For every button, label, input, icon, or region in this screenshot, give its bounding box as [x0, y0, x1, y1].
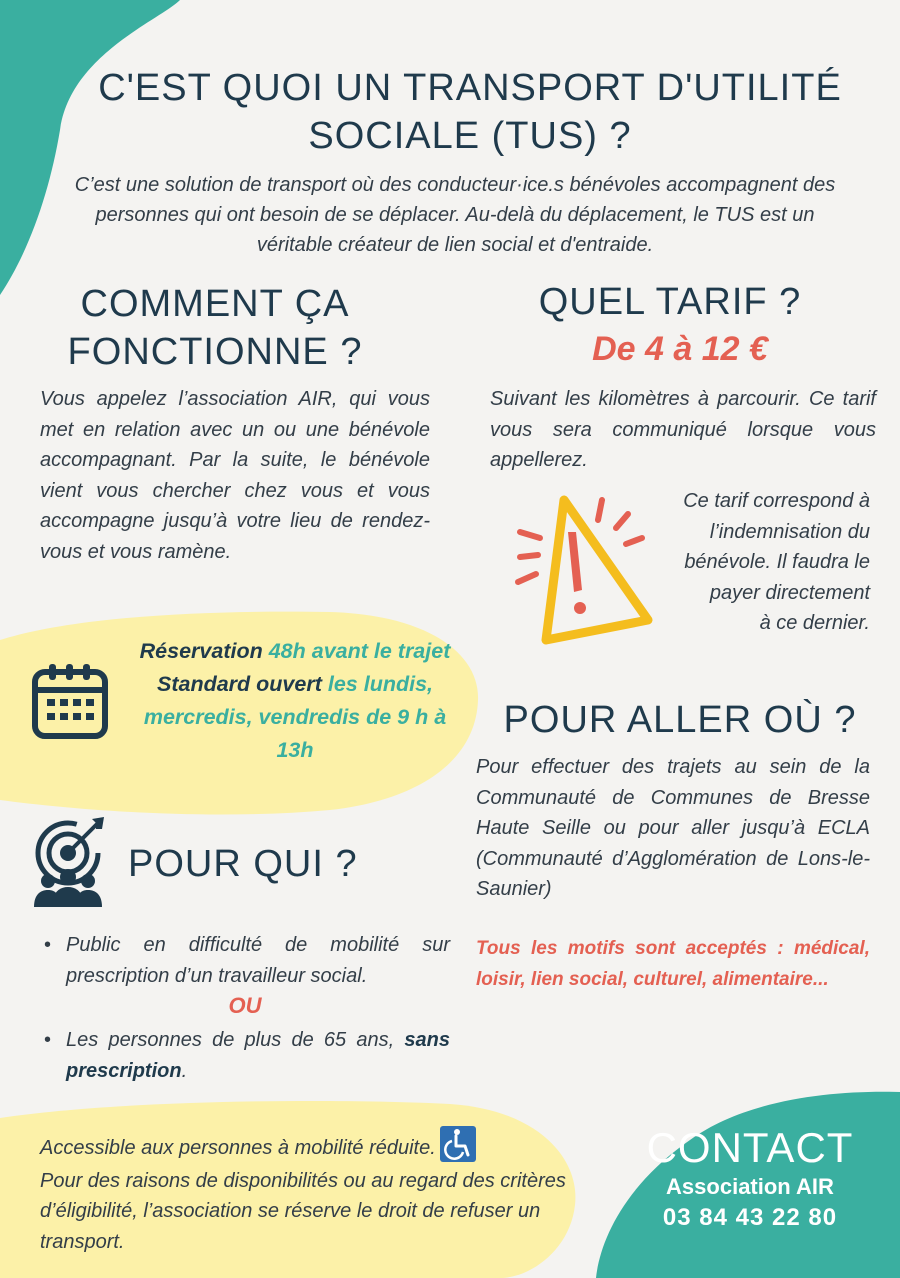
tarif-note-line: bénévole. Il faudra le — [684, 551, 870, 573]
aller-text: Pour effectuer des trajets au sein de la Communauté de Communes de Bresse Haute Seille ou pour aller jusqu’à ECLA (Communauté d’Agglomération de Lons-le-Saunier) — [476, 756, 870, 900]
standard-value: les lundis, mercredis, vendredis de 9 h à 13h — [143, 672, 447, 762]
tarif-note-line: Ce tarif correspond à — [683, 490, 870, 512]
aller-title: POUR ALLER OÙ ? — [503, 699, 857, 741]
standard-line — [125, 668, 465, 767]
reservation-value: 48h avant le trajet — [268, 639, 451, 663]
motifs-text: Tous les motifs sont acceptés : médical, loisir, lien social, culturel, alimentaire... — [476, 938, 870, 990]
contact-organization: Association AIR — [666, 1174, 834, 1199]
comment-title-line2: FONCTIONNE ? — [67, 331, 363, 373]
reservation-label: Réservation — [139, 639, 263, 663]
bullet-end: . — [181, 1059, 188, 1082]
tarif-note-line: à ce dernier. — [759, 612, 870, 634]
page-title: C'EST QUOI UN TRANSPORT D'UTILITÉ SOCIALE (TUS) ? — [98, 67, 842, 157]
bullet-dot: • — [44, 934, 52, 956]
accessible-line — [40, 1126, 570, 1164]
standard-label: Standard ouvert — [157, 672, 322, 696]
comment-title — [40, 280, 390, 376]
or-separator: OU — [228, 993, 262, 1018]
tarif-note-line: l’indemnisation du — [709, 520, 870, 543]
intro-text: C’est une solution de transport où des conducteur·ice.s bénévoles accompagnent des personnes qui ont besoin de se déplacer. Au-delà du déplacement, le TUS est un véritable créateur de lien social et d'entraide. — [74, 174, 836, 256]
bullet-text: Public en difficulté de mobilité sur prescription d’un travailleur social. — [66, 934, 450, 987]
tarif-range: De 4 à 12 € — [592, 330, 768, 368]
reservation-line — [125, 635, 465, 668]
tarif-note — [600, 486, 870, 639]
list-item — [40, 930, 450, 991]
comment-text: Vous appelez l’association AIR, qui vous met en relation avec un ou une bénévole accompagnant. Par la suite, le bénévole vient vous chercher chez vous et vous accompagne jusqu’à votre lieu de rendez-vous et vous ramène. — [40, 388, 430, 563]
contact-title: CONTACT — [646, 1124, 854, 1171]
footer-info — [40, 1126, 570, 1257]
target-people-icon — [30, 815, 110, 910]
bullet-dot: • — [44, 1029, 52, 1051]
comment-title-line1: COMMENT ÇA — [80, 283, 350, 325]
tarif-note-line: payer directement — [709, 581, 870, 604]
calendar-icon — [30, 662, 110, 740]
wheelchair-icon — [440, 1126, 476, 1162]
pour-qui-title: POUR QUI ? — [128, 843, 358, 885]
accessible-text: Accessible aux personnes à mobilité réduite. — [40, 1137, 436, 1159]
bullet-text: Les personnes de plus de 65 ans, — [66, 1029, 395, 1051]
contact-phone[interactable]: 03 84 43 22 80 — [662, 1204, 838, 1231]
disclaimer-text: Pour des raisons de disponibilités ou au regard des critères d’éligibilité, l’association se réserve le droit de refuser un transport. — [40, 1169, 566, 1253]
pour-qui-list — [40, 930, 450, 1086]
reservation-info — [125, 635, 465, 767]
bullet-bold-text: sans prescription — [66, 1029, 450, 1082]
tarif-title: QUEL TARIF ? — [538, 281, 802, 323]
tarif-text: Suivant les kilomètres à parcourir. Ce tarif vous sera communiqué lorsque vous appellerez. — [490, 388, 876, 471]
list-item — [40, 1025, 450, 1086]
